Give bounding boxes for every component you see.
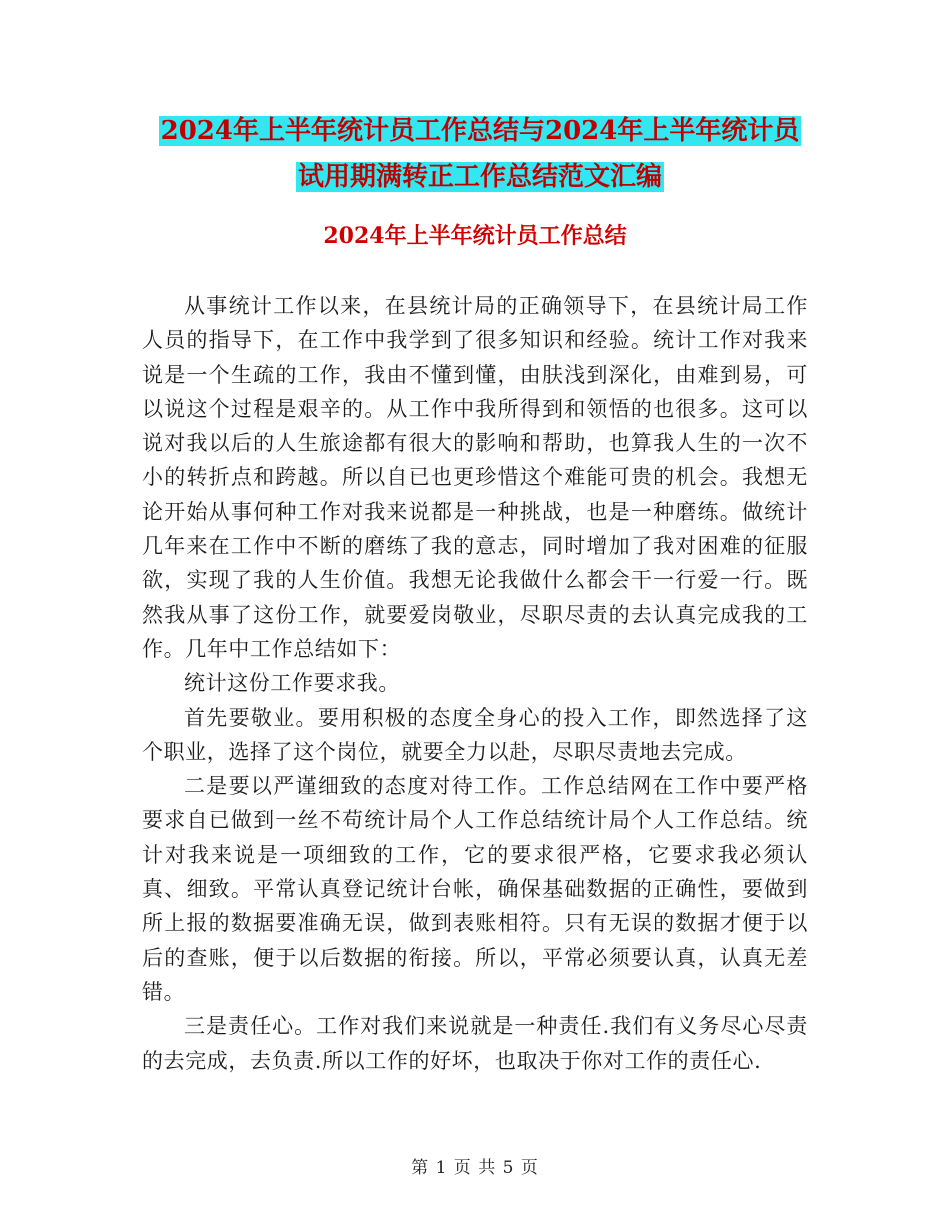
paragraph: 二是要以严谨细致的态度对待工作。工作总结网在工作中要严格要求自已做到一丝不苟统计局个人工作总结统计局个人工作总结。统计对我来说是一项细致的工作，它的要求很严格，它要求我必须认真、细致。平常认真登记统计台帐，确保基础数据的正确性，要做到所上报的数据要准确无误，做到表账相符。只有无误的数据才便于以后的查账，便于以后数据的衔接。所以，平常必须要认真，认真无差错。 xyxy=(142,774,808,1004)
page-footer: 第 1 页 共 5 页 xyxy=(411,1158,539,1178)
paragraph: 首先要敬业。要用积极的态度全身心的投入工作，即然选择了这个职业，选择了这个岗位，就要全力以赴，尽职尽责地去完成。 xyxy=(142,705,808,764)
document-title xyxy=(140,108,820,200)
document-body xyxy=(142,289,808,1078)
section-title: 2024年上半年统计员工作总结 xyxy=(323,223,627,249)
paragraph: 统计这份工作要求我。 xyxy=(184,671,400,696)
paragraph: 三是责任心。工作对我们来说就是一种责任.我们有义务尽心尽责的去完成，去负责.所以工作的好坏，也取决于你对工作的责任心. xyxy=(142,1014,808,1073)
document-title-line2: 试用期满转正工作总结范文汇编 xyxy=(297,162,662,192)
paragraph: 从事统计工作以来，在县统计局的正确领导下，在县统计局工作人员的指导下，在工作中我学到了很多知识和经验。统计工作对我来说是一个生疏的工作，我由不懂到懂，由肤浅到深化，由难到易，可以说这个过程是艰辛的。从工作中我所得到和领悟的也很多。这可以说对我以后的人生旅途都有很大的影响和帮助，也算我人生的一次不小的转折点和跨越。所以自已也更珍惜这个难能可贵的机会。我想无论开始从事何种工作对我来说都是一种挑战，也是一种磨练。做统计几年来在工作中不断的磨练了我的意志，同时增加了我对困难的征服欲，实现了我的人生价值。我想无论我做什么都会干一行爱一行。既然我从事了这份工作，就要爱岗敬业，尽职尽责的去认真完成我的工作。几年中工作总结如下： xyxy=(142,294,808,661)
document-title-line1: 2024年上半年统计员工作总结与2024年上半年统计员 xyxy=(160,116,800,146)
